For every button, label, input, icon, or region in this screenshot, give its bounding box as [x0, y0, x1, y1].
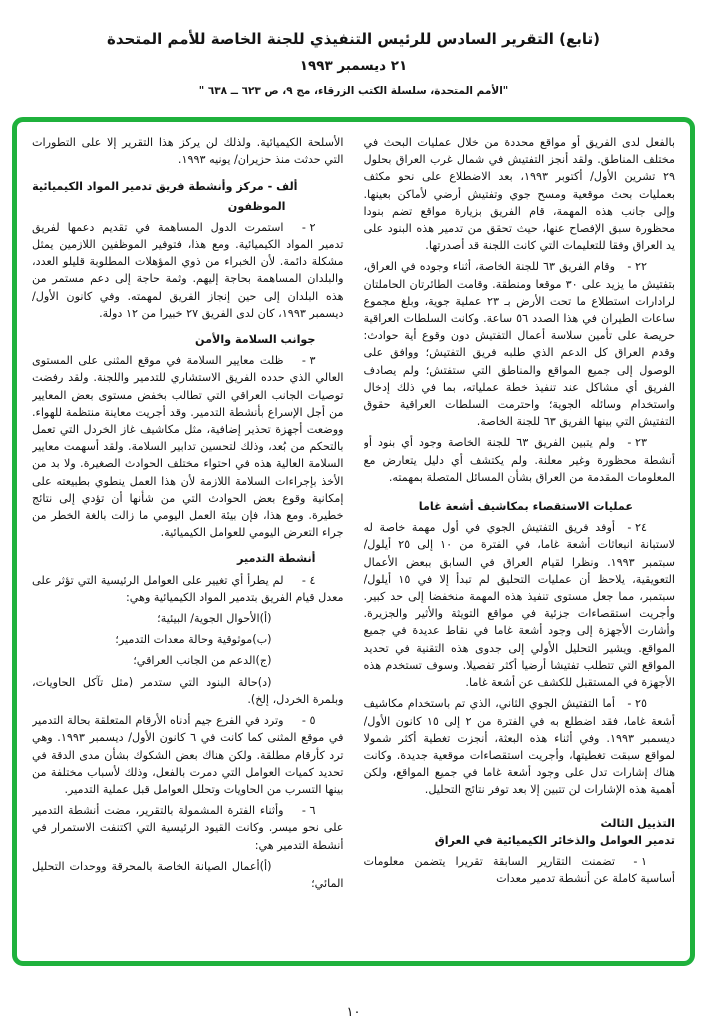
paragraph: الأسلحة الكيميائية. ولذلك لن يركز هذا التقرير إلا على التطورات التي حدثت منذ حزيران/ يونيه ١٩٩٣. — [32, 136, 344, 167]
report-date: ٢١ ديسمبر ١٩٩٣ — [299, 58, 408, 74]
numbered-paragraph: ٦ -وأثناء الفترة المشمولة بالتقرير، مضت أنشطة التدمير على نحو ميسر. وكانت القيود الرئيسية التي اكتنفت الاستمرار في أنشطة التدمير هي: — [32, 804, 344, 852]
paragraph-number: ٢٥ - — [627, 697, 647, 711]
section-heading: عمليات الاستقصاء بمكاشيف أشعة غاما — [418, 500, 633, 514]
paragraph-number: ١ - — [633, 854, 647, 868]
paragraph-number: ٢٤ - — [627, 521, 647, 535]
section-heading: جوانب السلامة والأمن — [195, 333, 316, 347]
section-heading: الموظفون — [227, 199, 286, 213]
numbered-paragraph: ٣ -ظلت معايير السلامة في موقع المثنى على المستوى العالي الذي حدده الفريق الاستشاري للتدمير واللجنة. ولقد رفضت توصيات الجانب العراقي التي تطالب بخفض مستوى بعض المعايير من أجل الإسراع بأنشطة التدمير. وقد أجريت معاينة منتظمة للهواء. ووضعت أجهزة تحذير إضافية، مثل مكاشيف غاز الخردل التي تعمل بالتحكم من بُعد، وذلك لتحسين تدابير السلامة. ولقد أسهمت معايير السلامة العالية هذه في احتواء مختلف الحوادث الصغيرة. ولا بد من الأخذ بإجراءات السلامة اللازمة لأن هذا العمل ينطوي بطبيعته على إمكانية وقوع بعض الحوادث التي من شأنها أن تؤدي إلى نتائج خطيرة. ومع هذا، فإن بيئة العمل اليومي ما زالت بالغة الخطر من جراء التعرض اليومي للعوامل الكيميائية. — [32, 354, 344, 540]
list-item: (ب)موثوقية وحالة معدات التدمير؛ — [32, 631, 344, 648]
numbered-paragraph: ٢٢ -وقام الفريق ٦٣ للجنة الخاصة، أثناء وجوده في العراق، بتفتيش ما يزيد على ٣٠ موقعا ومنطقة. وقامت الطائرتان الحاملتان لرادارات استطلاع ما تحت الأرض بـ ٢٣ عملية جوية، وبلغ مجموع ساعات الطيران في هذا الصدد ٥٦ ساعة. وكانت السلطات العراقية حريصة على تأمين سلاسة أعمال التفتيش دون وقوع أية حوادث: وقدم العراق كل الدعم الذي طلبه فريق التفتيش؛ ووافق على الوصول إلى جميع المواقع والمناطق التي ستفتش؛ ولم يصادف الفريق أي مشاكل عند تنفيذ خطة عملياته، بما في ذلك إدخال واستخدام وسائله الجوية؛ واحترمت السلطات العراقية حقوق التفتيش التي بينها الفريق ٦٣ للجنة الخاصة. — [363, 260, 675, 429]
list-item: (أ)الأحوال الجوية/ البيئية؛ — [32, 610, 344, 627]
list-item-marker: (أ) — [259, 612, 272, 626]
paragraph-number: ٢٣ - — [627, 436, 647, 450]
list-item-marker: (أ) — [259, 859, 272, 873]
numbered-paragraph: ٢٥ -أما التفتيش الجوي الثاني، الذي تم باستخدام مكاشيف أشعة غاما، فقد اضطلع به في الفترة من ٢ إلى ١٥ كانون الأول/ ديسمبر ١٩٩٣. وفي أثناء هذه البعثة، أنجزت تغطية أكثر شمولا لمواقع سبقت تغطيتها، وأجريت استقصاءات موقعية جديدة. وكانت هناك إشارات تدل على وجود أشعة غاما في جميع المواقع، ولكن أهمية هذه الإشارات لن تتبين إلا بعد توفر نتائج التحليل. — [363, 697, 675, 797]
section-heading: تدمير العوامل والذخائر الكيميائية في العراق — [434, 833, 675, 847]
section-heading: أنشطة التدمير — [236, 552, 316, 566]
numbered-paragraph: ٤ -لم يطرأ أي تغيير على العوامل الرئيسية التي تؤثر على معدل قيام الفريق بتدمير المواد الكيميائية وهي: — [32, 573, 344, 604]
paragraph-number: ٤ - — [301, 573, 316, 587]
source-citation: "الأمم المتحدة، سلسلة الكتب الزرقاء، مج ٩، ص ٦٢٣ ــ ٦٣٨ " — [198, 85, 509, 97]
list-item-marker: (د) — [257, 675, 272, 689]
paragraph-number: ٥ - — [301, 714, 316, 728]
numbered-paragraph: ١ -تضمنت التقارير السابقة تقريرا يتضمن معلومات أساسية كاملة عن أنشطة تدمير معدات — [363, 854, 675, 886]
list-item: (أ)أعمال الصيانة الخاصة بالمحرقة ووحدات التحليل المائي؛ — [32, 859, 344, 890]
list-item-marker: (ج) — [255, 654, 272, 668]
list-item: (د)حالة البنود التي ستدمر (مثل تآكل الحاويات، وبلمرة الخردل، إلخ). — [32, 675, 344, 706]
section-heading: التذييل الثالث — [600, 816, 675, 830]
paragraph-number: ٦ - — [301, 804, 316, 818]
paragraph-number: ٢٢ - — [627, 260, 647, 274]
column-right — [364, 134, 676, 949]
list-item-marker: (ب) — [252, 633, 272, 647]
page-number: ١٠ — [346, 1005, 361, 1020]
numbered-paragraph: ٢٣ -ولم يتبين الفريق ٦٣ للجنة الخاصة وجود أي بنود أو أنشطة محظورة وغير معلنة. ولم يكتشف أي دليل يتعارض مع المعلومات المقدمة من العراق بشأن المسائل المتصلة بمهمته. — [363, 436, 675, 484]
paragraph: بالفعل لدى الفريق أو مواقع محددة من خلال عمليات البحث في مختلف المناطق. ولقد أنجز التفتيش في شمال غرب العراق بحلول ٢٩ تشرين الأول/ أكتوبر ١٩٩٣، بعد الاضطلاع على نحو مكثف بعمليات بحث موقعية ومسح جوي وتفتيش أرضي لأماكن بعينها. وإلى جانب هذه المهمة، قام الفريق بزيارة مواقع تضم بنودا محظورة سبق الإفصاح عنها، حيث تحقق من تدمير هذه البنود على يد العراق وفقا للتعليمات التي كانت اللجنة قد أصدرتها. — [363, 136, 675, 253]
section-heading: ألف - مركز وأنشطة فريق تدمير المواد الكيميائية — [32, 180, 298, 194]
paragraph-number: ٢ - — [301, 220, 316, 234]
numbered-paragraph: ٥ -وترد في الفرع جيم أدناه الأرقام المتعلقة بحالة التدمير في موقع المثنى كما كانت في ٦ كانون الأول/ ديسمبر ١٩٩٣. وهي ترد كأرقام مطلقة. ولكن هناك بعض الشكوك بشأن مدى الدقة في تحديد كميات العوامل التي دمرت بالفعل، وذلك لأسباب مختلفة من بينها التسرب من الحاويات وتحلل العوامل قبل عملية التدمير. — [32, 714, 344, 796]
numbered-paragraph: ٢٤ -أوفد فريق التفتيش الجوي في أول مهمة خاصة له لاستبانة انبعاثات أشعة غاما، في الفترة من ١٠ إلى ٢٥ أيلول/ سبتمبر ١٩٩٣. ونظرا لقيام العراق في السابق ببعض الأعمال التعويقية، يلاحظ أن عمليات التحليق لم تبدأ إلا في ١٥ أيلول/ سبتمبر، مما جعل مستوى تنفيذ هذه المهمة منخفضا إلى حد كبير. وأجريت استقصاءات جزئية في مواقع التويثة والأثير والجزيرة. وأشارت الأجهزة إلى وجود أشعة غاما في نقاط عديدة في جميع المواقع. ويشير التحليل الأولي إلى جدوى هذه التقنية في تحديد المواقع التي تتطلب تفتيشا أرضيا أكثر تفصيلا. وسوف تستخدم هذه الأجهزة في المستقبل للكشف عن أشعة غاما. — [363, 521, 675, 690]
content-border-box — [12, 117, 695, 966]
numbered-paragraph: ٢ -استمرت الدول المساهمة في تقديم دعمها لفريق تدمير المواد الكيميائية. ومع هذا، فتوفير الموظفين اللازمين يمثل مشكلة دائمة. لأن الخبراء من ذوي المؤهلات المطلوبة قليلو العدد، والبلدان المساهمة بحاجة إليهم. وثمة حاجة إلى دعم مستمر من هذه البلدان إلى حين إنجاز الفريق لمهمته. وفي كانون الأول/ ديسمبر ١٩٩٣، كان لدى الفريق ٢٧ خبيرا من ١٢ دولة. — [32, 220, 344, 320]
list-item: (ج)الدعم من الجانب العراقي؛ — [32, 652, 344, 669]
report-title: (تابع) التقرير السادس للرئيس التنفيذي للجنة الخاصة للأمم المتحدة — [106, 30, 601, 48]
paragraph-number: ٣ - — [301, 354, 316, 368]
column-left — [32, 134, 344, 949]
document-header — [0, 0, 707, 97]
